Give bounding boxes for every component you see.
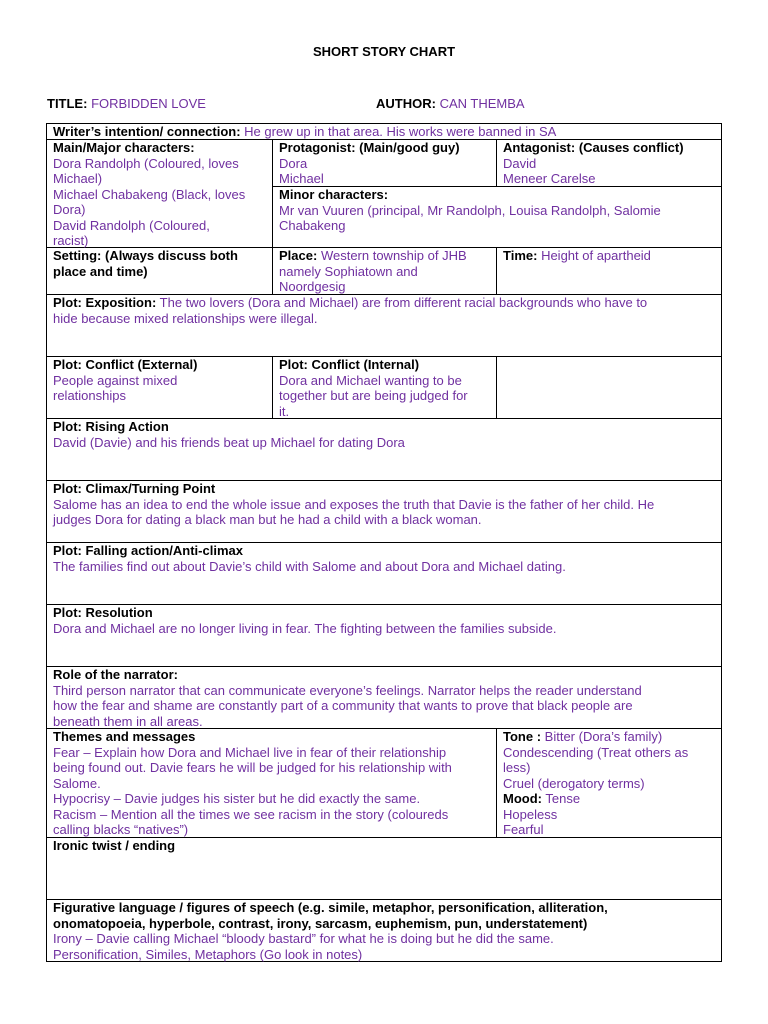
intention-label: Writer’s intention/ connection:	[53, 124, 241, 139]
place-line: Western township of JHB	[320, 248, 467, 263]
climax-label: Plot: Climax/Turning Point	[53, 481, 216, 496]
minor-characters-line: Mr van Vuuren (principal, Mr Randolph, Louisa Randolph, Salomie	[279, 202, 661, 218]
figurative-line: Irony – Davie calling Michael “bloody bastard” for what he is doing but he did the same.	[53, 931, 554, 946]
conflict-internal-cell	[273, 357, 496, 419]
author-label: AUTHOR:	[376, 96, 436, 111]
author-value: CAN THEMBA	[439, 96, 525, 111]
themes-cell	[47, 729, 496, 838]
mood-line: Fearful	[503, 822, 544, 837]
mood-label: Mood:	[503, 791, 542, 806]
themes-line: Fear – Explain how Dora and Michael live in fear of their relationship	[53, 744, 447, 760]
falling-action-line: The families find out about Davie’s child with Salome and about Dora and Michael dating.	[53, 558, 566, 574]
figurative-cell	[47, 900, 721, 962]
main-characters-line: Dora Randolph (Coloured, loves	[53, 155, 239, 171]
conflict-external-label: Plot: Conflict (External)	[53, 357, 198, 372]
time-label: Time:	[503, 248, 538, 263]
conflict-external-line: relationships	[53, 388, 126, 403]
author-line	[376, 96, 525, 111]
tone-line: Cruel (derogatory terms)	[503, 775, 645, 791]
tone-line: less)	[503, 760, 531, 775]
narrator-label: Role of the narrator:	[53, 667, 178, 682]
place-line: namely Sophiatown and	[279, 263, 418, 279]
resolution-label: Plot: Resolution	[53, 605, 153, 620]
conflict-external-line: People against mixed	[53, 372, 178, 388]
mood-line: Hopeless	[503, 806, 558, 822]
tone-line: Condescending (Treat others as	[503, 744, 689, 760]
exposition-label: Plot: Exposition:	[53, 295, 157, 310]
main-characters-line: Michael)	[53, 171, 103, 186]
title-value: FORBIDDEN LOVE	[91, 96, 206, 111]
minor-characters-line: Chabakeng	[279, 218, 346, 233]
falling-action-label: Plot: Falling action/Anti-climax	[53, 543, 243, 558]
ironic-twist-label: Ironic twist / ending	[53, 838, 176, 853]
exposition-cell	[47, 295, 721, 326]
figurative-label: onomatopoeia, hyperbole, contrast, irony, sarcasm, euphemism, pun, understatement)	[53, 915, 588, 931]
antagonist-cell	[497, 140, 721, 187]
main-characters-cell	[47, 140, 272, 249]
title-label: TITLE:	[47, 96, 88, 111]
main-characters-label: Main/Major characters:	[53, 140, 195, 155]
conflict-external-cell	[47, 357, 272, 404]
time-value: Height of apartheid	[541, 248, 651, 263]
tone-label: Tone :	[503, 729, 542, 744]
main-characters-line: David Randolph (Coloured,	[53, 217, 210, 233]
main-characters-line: Dora)	[53, 202, 86, 217]
rising-action-label: Plot: Rising Action	[53, 419, 169, 434]
conflict-internal-line: it.	[279, 403, 290, 419]
protagonist-line: Michael	[279, 171, 324, 186]
protagonist-label: Protagonist: (Main/good guy)	[279, 140, 460, 155]
setting-cell	[47, 248, 272, 279]
place-line: Noordgesig	[279, 279, 346, 294]
themes-line: Racism – Mention all the times we see racism in the story (coloureds	[53, 806, 449, 822]
exposition-line: hide because mixed relationships were illegal.	[53, 310, 318, 326]
intention-value: He grew up in that area. His works were banned in SA	[244, 124, 557, 139]
page-heading: SHORT STORY CHART	[312, 44, 456, 59]
time-cell	[497, 248, 721, 264]
resolution-line: Dora and Michael are no longer living in fear. The fighting between the families subside.	[53, 620, 557, 636]
antagonist-line: Meneer Carelse	[503, 171, 596, 186]
themes-line: being found out. Davie fears he will be judged for his relationship with	[53, 760, 452, 775]
minor-characters-label: Minor characters:	[279, 187, 389, 202]
climax-line: judges Dora for dating a black man but he had a child with a black woman.	[53, 512, 482, 527]
setting-label: Setting: (Always discuss both	[53, 248, 238, 263]
themes-label: Themes and messages	[53, 729, 196, 744]
conflict-internal-line: together but are being judged for	[279, 388, 468, 403]
antagonist-label: Antagonist: (Causes conflict)	[503, 140, 684, 155]
resolution-cell	[47, 605, 721, 636]
narrator-line: beneath them in all areas.	[53, 713, 203, 729]
falling-action-cell	[47, 543, 721, 574]
tone-mood-cell	[497, 729, 721, 838]
conflict-internal-line: Dora and Michael wanting to be	[279, 372, 462, 388]
climax-cell	[47, 481, 721, 528]
main-characters-line: Michael Chabakeng (Black, loves	[53, 186, 246, 202]
narrator-cell	[47, 667, 721, 729]
narrator-line: how the fear and shame are constantly part of a community that wants to prove that black people are	[53, 698, 633, 713]
mood-first: Tense	[545, 791, 581, 806]
figurative-line: Personification, Similes, Metaphors (Go look in notes)	[53, 946, 363, 962]
conflict-internal-label: Plot: Conflict (Internal)	[279, 357, 420, 372]
setting-label: place and time)	[53, 263, 148, 279]
main-characters-line: racist)	[53, 233, 89, 248]
place-cell	[273, 248, 496, 295]
intention-cell	[47, 124, 721, 140]
themes-line: calling blacks “natives”)	[53, 822, 189, 837]
tone-first: Bitter (Dora’s family)	[544, 729, 663, 744]
title-line	[47, 96, 206, 111]
figurative-label: Figurative language / figures of speech (e.g. simile, metaphor, personification, alliteration,	[53, 900, 608, 915]
themes-line: Salome.	[53, 775, 101, 791]
themes-line: Hypocrisy – Davie judges his sister but he did exactly the same.	[53, 791, 421, 806]
exposition-line: The two lovers (Dora and Michael) are from different racial backgrounds who have to	[159, 295, 648, 310]
climax-line: Salome has an idea to end the whole issue and exposes the truth that Davie is the father of her child. He	[53, 496, 655, 512]
protagonist-line: Dora	[279, 155, 308, 171]
protagonist-cell	[273, 140, 496, 187]
minor-characters-cell	[273, 187, 721, 234]
antagonist-line: David	[503, 155, 537, 171]
place-label: Place:	[279, 248, 318, 263]
rising-action-line: David (Davie) and his friends beat up Michael for dating Dora	[53, 434, 405, 450]
narrator-line: Third person narrator that can communicate everyone’s feelings. Narrator helps the reader understand	[53, 682, 642, 698]
rising-action-cell	[47, 419, 721, 450]
ironic-twist-cell	[47, 838, 721, 854]
